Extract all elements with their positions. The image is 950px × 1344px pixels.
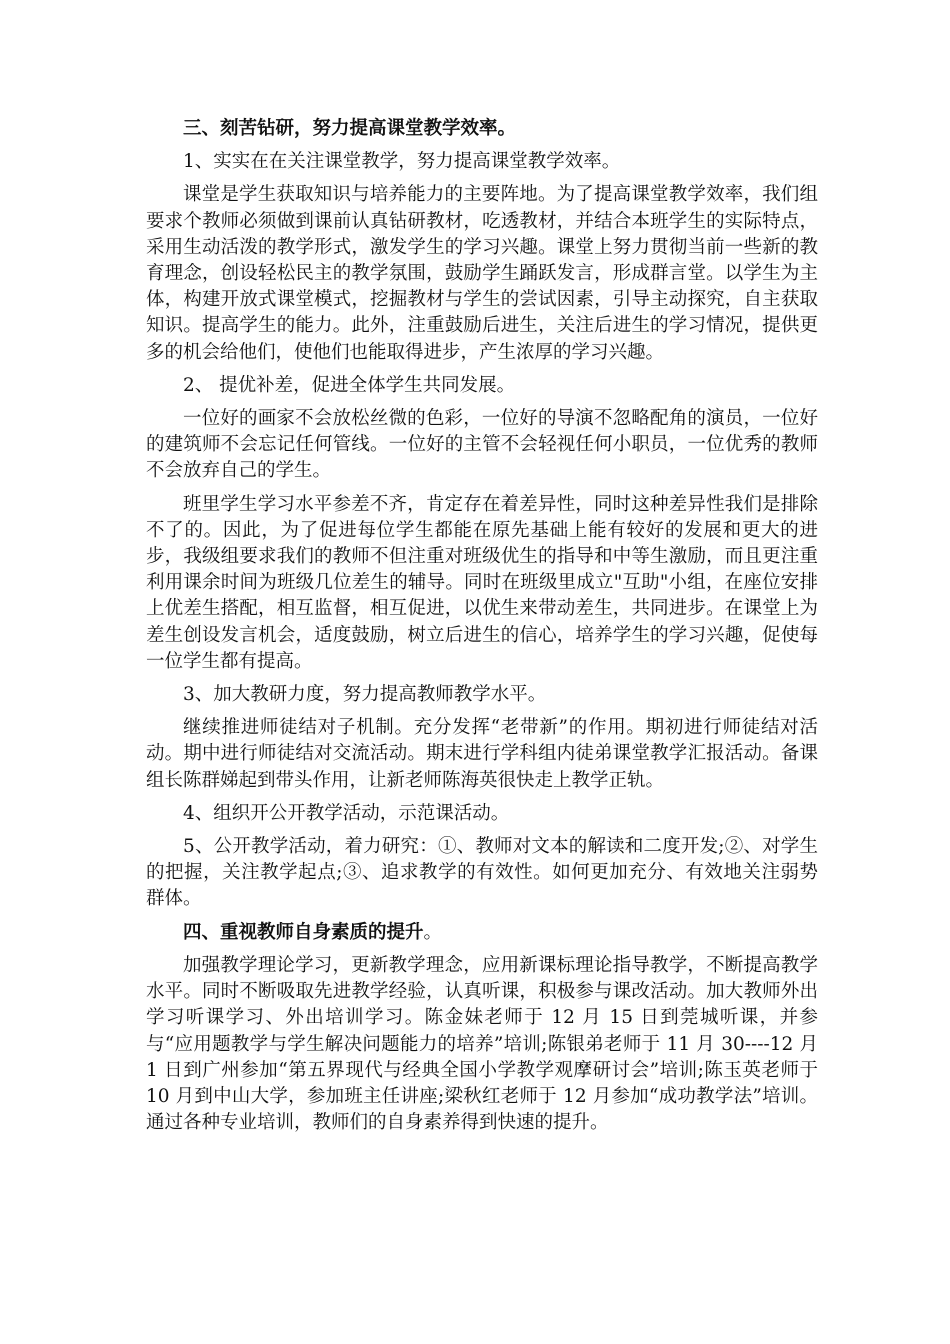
item2-title: 2、 提优补差，促进全体学生共同发展。	[183, 374, 516, 396]
section4-heading-tail: 。	[423, 921, 443, 943]
item1-body: 课堂是学生获取知识与培养能力的主要阵地。为了提高课堂教学效率，我们组要求个教师必须做到课前认真钻研教材，吃透教材，并结合本班学生的实际特点，采用生动活泼的教学形式，激发学生的学习兴趣。课堂上努力贯彻当前一些新的教育理念，创设轻松民主的教学氛围，鼓励学生踊跃发言，形成群言堂。以学生为主体，构建开放式课堂模式，挖掘教材与学生的尝试因素，引导主动探究，自主获取知识。提高学生的能力。此外，注重鼓励后进生，关注后进生的学习情况，提供更多的机会给他们，使他们也能取得进步，产生浓厚的学习兴趣。	[146, 184, 818, 363]
item4-title: 4、组织开公开教学活动，示范课活动。	[183, 802, 510, 824]
section3-heading: 三、刻苦钻研，努力提高课堂教学效率。	[183, 118, 517, 139]
item2-body-2: 班里学生学习水平参差不齐，肯定存在着差异性，同时这种差异性我们是排除不了的。因此，为了促进每位学生都能在原先基础上能有较好的发展和更大的进步，我级组要求我们的教师不但注重对班级优生的指导和中等生激励，而且更注重利用课余时间为班级几位差生的辅导。同时在班级里成立"互助"小组，在座位安排上优差生搭配，相互监督，相互促进，以优生来带动差生，共同进步。在课堂上为差生创设发言机会，适度鼓励，树立后进生的信心，培养学生的学习兴趣，促使每一位学生都有提高。	[146, 493, 818, 672]
item1-title: 1、实实在在关注课堂教学，努力提高课堂教学效率。	[183, 151, 621, 173]
section4-heading-text: 四、重视教师自身素质的提升	[183, 921, 424, 943]
section4-heading	[146, 920, 818, 946]
section4-body: 加强教学理论学习，更新教学理念，应用新课标理论指导教学，不断提高教学水平。同时不断吸取先进教学经验，认真听课，积极参与课改活动。加大教师外出学习听课学习、外出培训学习。陈金妹老师于 12 月 15 日到莞城听课，并参与“应用题教学与学生解决问题能力的培养”培训;陈银弟老师于 11 月 30----12 月 1 日到广州参加“第五界现代与经典全国小学教学观摩研讨会”培训;陈玉英老师于 10 月到中山大学，参加班主任讲座;梁秋红老师于 12 月参加“成功教学法”培训。通过各种专业培训，教师们的自身素养得到快速的提升。	[146, 954, 818, 1134]
item2-body-1: 一位好的画家不会放松丝微的色彩，一位好的导演不忽略配角的演员，一位好的建筑师不会忘记任何管线。一位好的主管不会轻视任何小职员，一位优秀的教师不会放弃自己的学生。	[146, 408, 818, 482]
item5-text: 5、公开教学活动，着力研究：①、教师对文本的解读和二度开发;②、对学生的把握，关注教学起点;③、追求教学的有效性。如何更加充分、有效地关注弱势群体。	[146, 836, 818, 910]
document-page	[146, 116, 818, 1143]
item3-body: 继续推进师徒结对子机制。充分发挥“老带新”的作用。期初进行师徒结对活动。期中进行师徒结对交流活动。期末进行学科组内徒弟课堂教学汇报活动。备课组长陈群娣起到带头作用，让新老师陈海英很快走上教学正轨。	[146, 717, 818, 791]
item3-title: 3、加大教研力度，努力提高教师教学水平。	[183, 684, 547, 706]
